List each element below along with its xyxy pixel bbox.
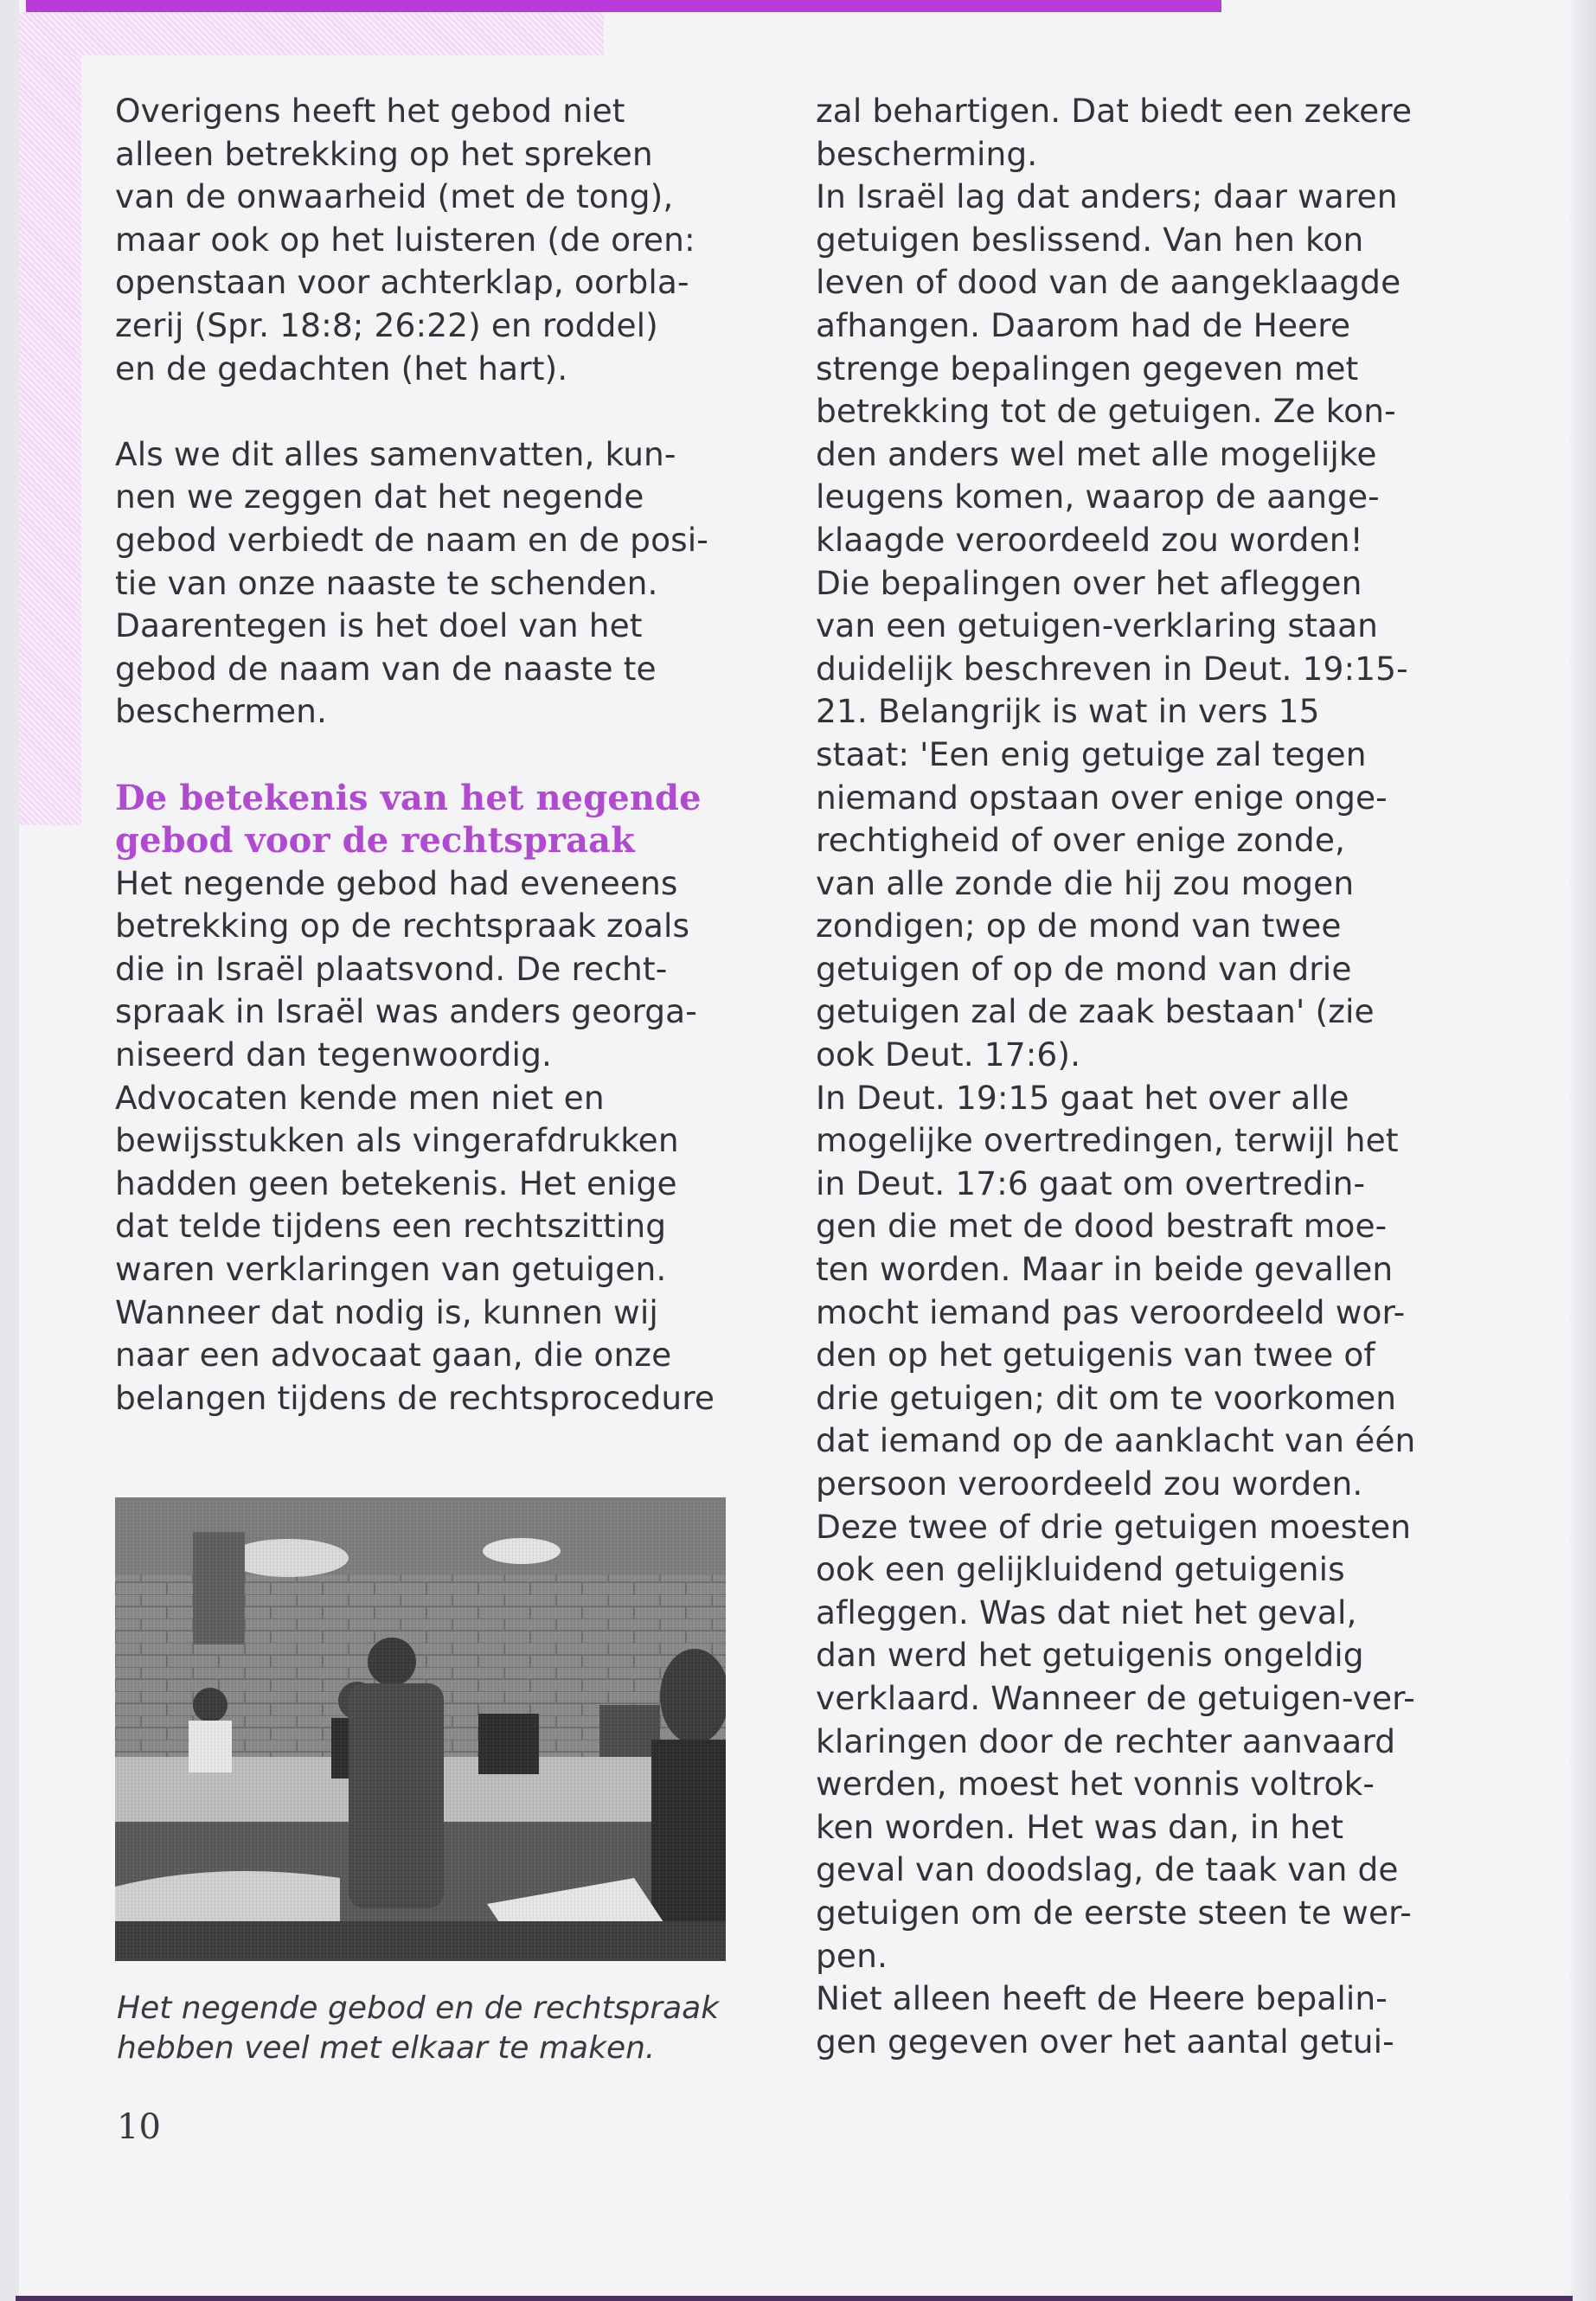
text-line: persoon veroordeeld zou worden. xyxy=(816,1465,1363,1503)
text-line: zerij (Spr. 18:8; 26:22) en roddel) xyxy=(115,305,658,344)
text-line: pen. xyxy=(816,1936,888,1975)
text-line: van een getuigen-verklaring staan xyxy=(816,606,1379,645)
text-line: nen we zeggen dat het negende xyxy=(115,478,644,516)
text-line: In Israël lag dat anders; daar waren xyxy=(816,177,1398,216)
text-line: werden, moest het vonnis voltrok- xyxy=(816,1765,1375,1804)
text-line: klaringen door de rechter aanvaard xyxy=(816,1721,1396,1760)
caption-line: hebben veel met elkaar te maken. xyxy=(117,2030,656,2066)
text-line: betrekking tot de getuigen. Ze kon- xyxy=(816,392,1396,431)
text-line: Wanneer dat nodig is, kunnen wij xyxy=(115,1292,658,1331)
text-line: mogelijke overtredingen, terwijl het xyxy=(816,1121,1399,1160)
text-line: getuigen beslissend. Van hen kon xyxy=(816,220,1364,259)
paragraph-2 xyxy=(115,433,738,734)
text-line: zondigen; op de mond van twee xyxy=(816,907,1342,945)
text-line: tie van onze naaste te schenden. xyxy=(115,563,658,602)
text-line: mocht iemand pas veroordeeld wor- xyxy=(816,1292,1406,1331)
text-line: alleen betrekking op het spreken xyxy=(115,134,653,173)
text-line: bewijsstukken als vingerafdrukken xyxy=(115,1121,679,1160)
courtroom-photo xyxy=(115,1497,726,1961)
text-line: rechtigheid of over enige zonde, xyxy=(816,821,1346,860)
text-line: geval van doodslag, de taak van de xyxy=(816,1850,1399,1889)
text-line: verklaard. Wanneer de getuigen-ver- xyxy=(816,1678,1415,1717)
text-line: bescherming. xyxy=(816,134,1038,173)
text-line: ten worden. Maar in beide gevallen xyxy=(816,1250,1394,1289)
text-line: Niet alleen heeft de Heere bepalin- xyxy=(816,1979,1388,2018)
text-line: dat iemand op de aanklacht van één xyxy=(816,1421,1416,1460)
text-line: maar ook op het luisteren (de oren: xyxy=(115,220,695,259)
text-line: Advocaten kende men niet en xyxy=(115,1078,605,1117)
text-line: ook Deut. 17:6). xyxy=(816,1035,1081,1074)
text-line: In Deut. 19:15 gaat het over alle xyxy=(816,1078,1349,1117)
right-text-column xyxy=(816,90,1456,2063)
text-line: zal behartigen. Dat biedt een zekere xyxy=(816,92,1413,130)
text-line: den op het getuigenis van twee of xyxy=(816,1336,1375,1375)
text-line: niemand opstaan over enige onge- xyxy=(816,778,1388,817)
text-line: waren verklaringen van getuigen. xyxy=(115,1250,667,1289)
text-line: Als we dit alles samenvatten, kun- xyxy=(115,434,676,473)
text-line: getuigen of op de mond van drie xyxy=(816,949,1352,988)
text-line: gen gegeven over het aantal getui- xyxy=(816,2022,1394,2061)
text-line: Het negende gebod had eveneens xyxy=(115,863,678,902)
text-line: leugens komen, waarop de aange- xyxy=(816,478,1380,516)
text-line: ook een gelijkluidend getuigenis xyxy=(816,1550,1345,1589)
text-line: getuigen zal de zaak bestaan' (zie xyxy=(816,992,1375,1031)
caption-line: Het negende gebod en de rechtspraak xyxy=(117,1990,720,2026)
text-line: afleggen. Was dat niet het geval, xyxy=(816,1593,1357,1631)
text-line: van alle zonde die hij zou mogen xyxy=(816,863,1355,902)
text-line: staat: 'Een enig getuige zal tegen xyxy=(816,734,1367,773)
bottom-rule xyxy=(16,2296,1573,2301)
text-line: leven of dood van de aangeklaagde xyxy=(816,263,1401,302)
text-line: gebod de naam van de naaste te xyxy=(115,649,657,688)
text-line: van de onwaarheid (met de tong), xyxy=(115,177,674,216)
text-line: spraak in Israël was anders georga- xyxy=(115,992,697,1031)
courtroom-photo-graphic xyxy=(115,1497,726,1961)
text-line: Die bepalingen over het afleggen xyxy=(816,563,1362,602)
top-accent-rule xyxy=(26,0,1221,12)
text-line: openstaan voor achterklap, oorbla- xyxy=(115,263,689,302)
text-line: Overigens heeft het gebod niet xyxy=(115,92,625,130)
left-text-column xyxy=(115,90,738,1420)
text-line: gebod verbiedt de naam en de posi- xyxy=(115,520,708,559)
text-line: dat telde tijdens een rechtszitting xyxy=(115,1207,667,1246)
text-line: ken worden. Het was dan, in het xyxy=(816,1807,1344,1846)
text-line: belangen tijdens de rechtsprocedure xyxy=(115,1378,715,1417)
text-line: den anders wel met alle mogelijke xyxy=(816,434,1377,473)
text-line: hadden geen betekenis. Het enige xyxy=(115,1163,677,1202)
decorative-hatch-top xyxy=(19,12,604,55)
text-line: gen die met de dood bestraft moe- xyxy=(816,1207,1388,1246)
text-line: en de gedachten (het hart). xyxy=(115,349,568,388)
page-number: 10 xyxy=(117,2107,161,2147)
text-line: getuigen om de eerste steen te wer- xyxy=(816,1893,1412,1932)
text-line: dan werd het getuigenis ongeldig xyxy=(816,1636,1364,1675)
photo-caption xyxy=(117,1989,740,2068)
decorative-hatch-left xyxy=(19,55,81,825)
text-line: afhangen. Daarom had de Heere xyxy=(816,305,1351,344)
text-line: Daarentegen is het doel van het xyxy=(115,606,643,645)
text-line: 21. Belangrijk is wat in vers 15 xyxy=(816,692,1320,731)
text-line: in Deut. 17:6 gaat om overtredin- xyxy=(816,1163,1366,1202)
text-line: Deze twee of drie getuigen moesten xyxy=(816,1507,1412,1546)
section-heading xyxy=(115,777,738,862)
paragraph-3 xyxy=(115,862,738,1420)
page-edge-right xyxy=(1570,0,1596,2301)
text-line: betrekking op de rechtspraak zoals xyxy=(115,907,690,945)
text-line: niseerd dan tegenwoordig. xyxy=(115,1035,552,1074)
heading-line: De betekenis van het negende xyxy=(115,777,702,818)
text-line: naar een advocaat gaan, die onze xyxy=(115,1336,672,1375)
text-line: duidelijk beschreven in Deut. 19:15- xyxy=(816,649,1408,688)
text-line: beschermen. xyxy=(115,692,328,731)
page-edge-left xyxy=(0,0,19,2301)
heading-line: gebod voor de rechtspraak xyxy=(115,820,635,862)
text-line: drie getuigen; dit om te voorkomen xyxy=(816,1378,1397,1417)
text-line: klaagde veroordeeld zou worden! xyxy=(816,520,1363,559)
text-line: die in Israël plaatsvond. De recht- xyxy=(115,949,668,988)
text-line: strenge bepalingen gegeven met xyxy=(816,349,1359,388)
paragraph-1 xyxy=(115,90,738,390)
